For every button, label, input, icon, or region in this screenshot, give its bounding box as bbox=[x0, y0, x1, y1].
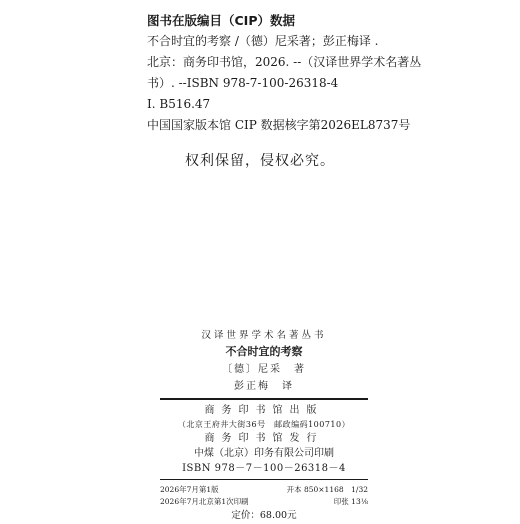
translator-credit: 彭正梅 译 bbox=[234, 381, 294, 392]
rights-notice: 权利保留，侵权必究。 bbox=[185, 153, 335, 169]
print-details bbox=[160, 480, 368, 524]
cip-line-classification: Ⅰ. B516.47 bbox=[147, 97, 211, 111]
printing-date: 2026年7月北京第1次印刷 bbox=[160, 497, 249, 506]
distributor-line: 商务印书馆发行 bbox=[204, 433, 324, 444]
cip-title: 图书在版编目（CIP）数据 bbox=[147, 13, 295, 28]
page-format: 开本 850×1168 1/32 bbox=[286, 485, 368, 494]
colophon bbox=[160, 328, 368, 524]
author-credit: 〔德〕尼采 著 bbox=[222, 364, 306, 375]
printed-sheets: 印张 13⅛ bbox=[333, 497, 368, 506]
cip-block bbox=[147, 10, 447, 136]
series-name: 汉译世界学术名著丛书 bbox=[201, 330, 327, 341]
cip-line-isbn: 书）. --ISBN 978-7-100-26318-4 bbox=[147, 76, 339, 90]
cip-line-publisher: 北京：商务印书馆，2026. --（汉译世界学术名著丛 bbox=[147, 55, 422, 69]
printer-line: 中煤（北京）印务有限公司印刷 bbox=[194, 448, 334, 459]
price: 定价：68.00元 bbox=[231, 510, 297, 521]
cip-line-record-number: 中国国家版本馆 CIP 数据核字第2026EL8737号 bbox=[147, 118, 411, 132]
publication-block bbox=[160, 400, 368, 479]
edition-date: 2026年7月第1版 bbox=[160, 485, 219, 494]
edition-row bbox=[160, 484, 368, 496]
cip-line-title-author: 不合时宜的考察 /（德）尼采著；彭正梅译 . bbox=[147, 34, 379, 48]
publisher-address: （北京王府井大街36号 邮政编码100710） bbox=[177, 420, 351, 429]
publisher-line: 商务印书馆出版 bbox=[204, 405, 324, 416]
printing-row bbox=[160, 496, 368, 508]
book-title: 不合时宜的考察 bbox=[225, 345, 303, 358]
colophon-isbn: ISBN 978－7－100－26318－4 bbox=[182, 463, 346, 474]
